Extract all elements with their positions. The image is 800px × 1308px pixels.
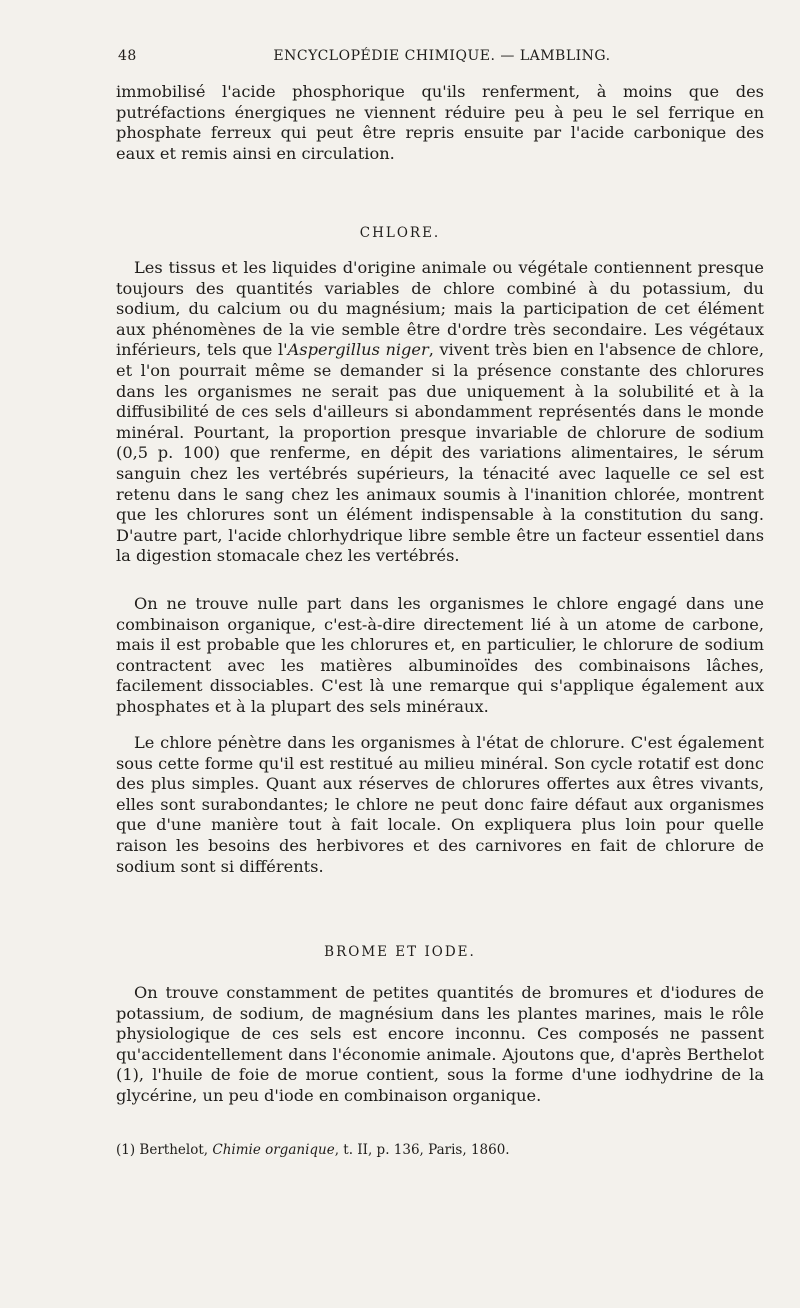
- chlore-p2-text: On ne trouve nulle part dans les organismes le chlore engagé dans une combinaison organique, c'est-à-dire directement lié à un atome de carbone, mais il est probable que les chlorures et, en particulier, le chlorure de sodium contractent avec les matières albuminoïdes des combinaisons lâches, facilement dissociables. C'est là une remarque qui s'applique également aux phosphates et à la plupart des sels minéraux.: [116, 594, 764, 716]
- chlore-p3-text: Le chlore pénètre dans les organismes à l'état de chlorure. C'est également sous cette forme qu'il est restitué au milieu minéral. Son cycle rotatif est donc des plus simples. Quant aux réserves de chlorures offertes aux êtres vivants, elles sont surabondantes; le chlore ne peut donc faire défaut aux organismes que d'une manière tout à fait locale. On expliquera plus loin pour quelle raison les besoins des herbivores et des carnivores en fait de chlorure de sodium sont si différents.: [116, 733, 764, 876]
- page-number: 48: [118, 48, 137, 64]
- running-title: ENCYCLOPÉDIE CHIMIQUE. — LAMBLING.: [273, 48, 611, 64]
- chlore-paragraph-2: [116, 594, 764, 718]
- footnote-mark: (1): [116, 1142, 136, 1158]
- brome-p1-text: On trouve constamment de petites quantités de bromures et d'iodures de potassium, de sodium, de magnésium dans les plantes marines, mais le rôle physiologique de ces sels est encore inconnu. Ces composés ne passent qu'accidentellement dans l'économie animale. Ajoutons que, d'après Berthelot (1), l'huile de foie de morue contient, sous la forme d'une iodhydrine de la glycérine, un peu d'iode en combinaison organique.: [116, 983, 764, 1105]
- intro-paragraph: immobilisé l'acide phosphorique qu'ils renferment, à moins que des putréfactions énergiques ne viennent réduire peu à peu le sel ferrique en phosphate ferreux qui peut être repris ensuite par l'acide carbonique des eaux et remis ainsi en circulation.: [116, 82, 764, 163]
- chlore-p1-start: Les tissus et les liquides d'origine animale ou végétale contiennent presque toujours des quantités variables de chlore combiné à du potassium, du sodium, du calcium ou du magnésium; mais la participation de cet élément aux phénomènes de la vie semble être d'ordre très secondaire. Les végétaux inférieurs, tels que l': [116, 258, 764, 360]
- brome-paragraph-1: [116, 983, 764, 1107]
- chlore-paragraph-3: [116, 733, 764, 877]
- footnote-work-title: Chimie organique: [212, 1142, 335, 1158]
- footnote-author: Berthelot,: [139, 1142, 209, 1158]
- footnote: [116, 1141, 764, 1159]
- chlore-paragraph-1: [116, 258, 764, 567]
- footnote-rest: , t. II, p. 136, Paris, 1860.: [334, 1142, 510, 1158]
- chlore-p1-italic: Aspergillus niger: [287, 340, 429, 360]
- chlore-p1-end: , vivent très bien en l'absence de chlore, et l'on pourrait même se demander si la présence constante des chlorures dans les organismes ne serait pas due uniquement à la solubilité et à la diffusibilité de ces sels d'ailleurs si abondamment représentés dans le monde minéral. Pourtant, la proportion presque invariable de chlorure de sodium (0,5 p. 100) que renferme, en dépit des variations alimentaires, le sérum sanguin chez les vertébrés supérieurs, la ténacité avec laquelle ce sel est retenu dans le sang chez les animaux soumis à l'inanition chlorée, montrent que les chlorures sont un élément indispensable à la constitution du sang. D'autre part, l'acide chlorhydrique libre semble être un facteur essentiel dans la digestion stomacale chez les vertébrés.: [116, 340, 764, 566]
- section-title-chlore: CHLORE.: [359, 225, 441, 241]
- section-title-brome: BROME ET IODE.: [324, 944, 476, 960]
